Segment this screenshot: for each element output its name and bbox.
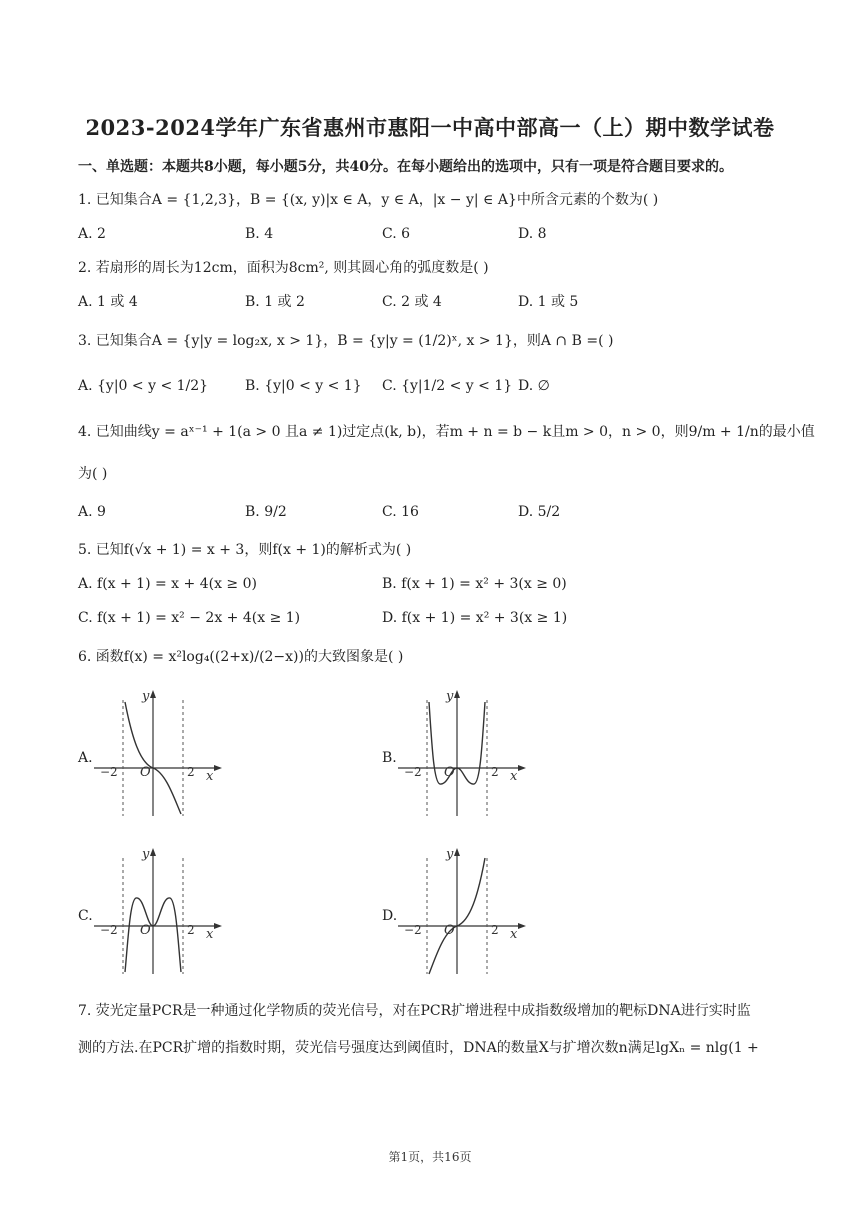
graph-b: [396, 688, 532, 820]
graph-d-x-label: x: [510, 927, 518, 942]
graph-c-x-label: x: [206, 927, 214, 942]
question-3-stem: 3. 已知集合A = {y|y = log₂x, x > 1}，B = {y|y = (1/2)ˣ, x > 1}，则A ∩ B =( ): [78, 333, 614, 349]
graph-a: [92, 688, 228, 820]
graph-c-pos-tick: 2: [187, 923, 195, 937]
graph-c-label: C.: [78, 908, 93, 924]
graph-b-y-label: y: [446, 689, 454, 704]
graph-d-y-label: y: [446, 847, 454, 862]
q4-option-b: B. 9/2: [245, 504, 287, 520]
graph-c-origin: O: [140, 923, 151, 938]
graph-d-neg-tick: −2: [404, 923, 422, 937]
q4-option-d: D. 5/2: [518, 504, 561, 520]
question-7-line-1: 7. 荧光定量PCR是一种通过化学物质的荧光信号，对在PCR扩增进程中成指数级增加的靶标DNA进行实时监: [78, 1003, 751, 1019]
q1-option-b: B. 4: [245, 226, 274, 242]
graph-c-y-label: y: [142, 847, 150, 862]
graph-d: [396, 846, 532, 978]
graph-a-x-label: x: [206, 769, 214, 784]
q3-option-b: B. {y|0 < y < 1}: [245, 378, 362, 394]
q3-option-a: A. {y|0 < y < 1/2}: [78, 378, 209, 394]
q2-option-c: C. 2 或 4: [382, 294, 442, 310]
graph-b-label: B.: [382, 750, 397, 766]
page-footer: 第1页，共16页: [388, 1150, 472, 1164]
question-7-line-2: 测的方法.在PCR扩增的指数时期，荧光信号强度达到阈值时，DNA的数量X与扩增次数n满足lgXₙ = nlg(1 +: [78, 1040, 759, 1056]
q5-option-a: A. f(x + 1) = x + 4(x ≥ 0): [78, 576, 257, 592]
q2-option-d: D. 1 或 5: [518, 294, 579, 310]
graph-b-origin: O: [444, 765, 455, 780]
page-title: 2023-2024学年广东省惠州市惠阳一中高中部高一（上）期中数学试卷: [85, 115, 775, 140]
q1-option-d: D. 8: [518, 226, 547, 242]
graph-d-origin: O: [444, 923, 455, 938]
graph-a-y-label: y: [142, 689, 150, 704]
question-1-stem: 1. 已知集合A = {1,2,3}，B = {(x, y)|x ∈ A，y ∈ A，|x − y| ∈ A}中所含元素的个数为( ): [78, 192, 659, 208]
q5-option-c: C. f(x + 1) = x² − 2x + 4(x ≥ 1): [78, 610, 301, 626]
graph-a-label: A.: [78, 750, 93, 766]
q2-option-b: B. 1 或 2: [245, 294, 305, 310]
graph-c: [92, 846, 228, 978]
question-6-stem: 6. 函数f(x) = x²log₄((2+x)/(2−x))的大致图象是( ): [78, 649, 404, 665]
question-4-stem-cont: 为( ): [78, 466, 108, 482]
q4-option-c: C. 16: [382, 504, 419, 520]
q3-option-c: C. {y|1/2 < y < 1}: [382, 378, 513, 394]
graph-d-pos-tick: 2: [491, 923, 499, 937]
graph-b-x-label: x: [510, 769, 518, 784]
graph-c-neg-tick: −2: [100, 923, 118, 937]
graph-a-neg-tick: −2: [100, 765, 118, 779]
graph-d-label: D.: [382, 908, 398, 924]
graph-b-pos-tick: 2: [491, 765, 499, 779]
q4-option-a: A. 9: [78, 504, 106, 520]
q5-option-b: B. f(x + 1) = x² + 3(x ≥ 0): [382, 576, 567, 592]
graph-a-origin: O: [140, 765, 151, 780]
section-heading: 一、单选题：本题共8小题，每小题5分，共40分。在每小题给出的选项中，只有一项是符合题目要求的。: [78, 159, 733, 175]
question-4-stem: 4. 已知曲线y = aˣ⁻¹ + 1(a > 0 且a ≠ 1)过定点(k, b)，若m + n = b − k且m > 0，n > 0，则9/m + 1/n的最小值: [78, 424, 815, 440]
q1-option-c: C. 6: [382, 226, 411, 242]
question-5-stem: 5. 已知f(√x + 1) = x + 3，则f(x + 1)的解析式为( ): [78, 542, 412, 558]
q2-option-a: A. 1 或 4: [78, 294, 138, 310]
q5-option-d: D. f(x + 1) = x² + 3(x ≥ 1): [382, 610, 568, 626]
q3-option-d: D. ∅: [518, 378, 550, 394]
question-2-stem: 2. 若扇形的周长为12cm，面积为8cm², 则其圆心角的弧度数是( ): [78, 260, 489, 276]
graph-a-pos-tick: 2: [187, 765, 195, 779]
graph-b-neg-tick: −2: [404, 765, 422, 779]
q1-option-a: A. 2: [78, 226, 106, 242]
